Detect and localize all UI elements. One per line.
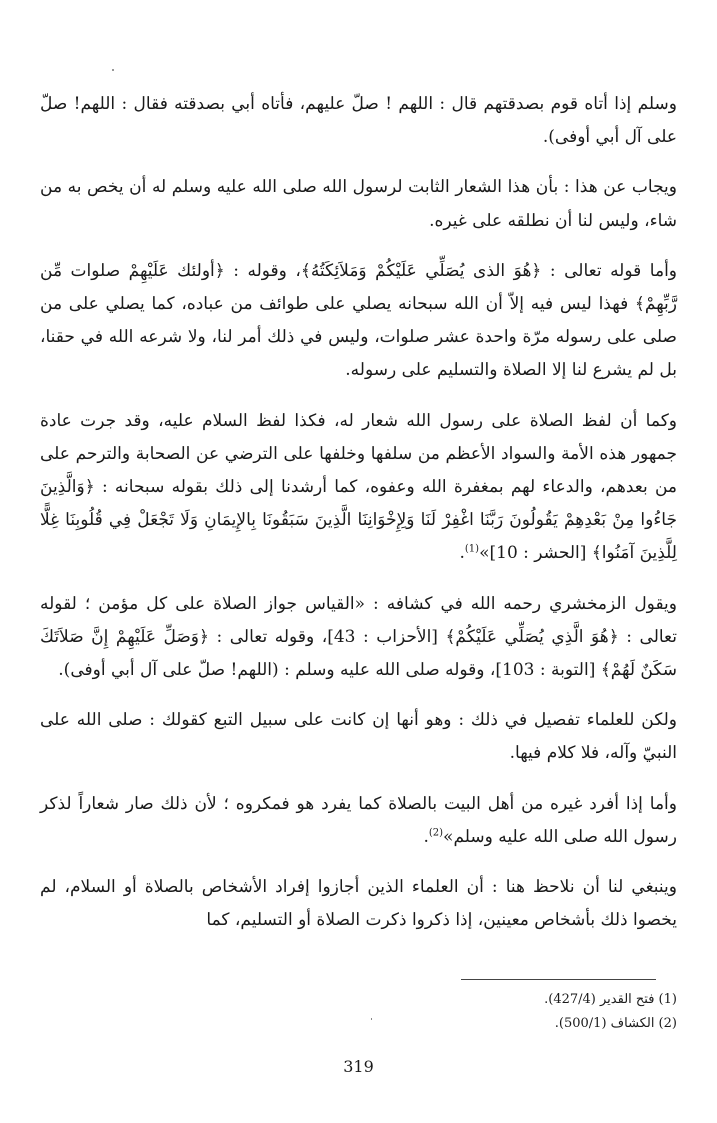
paragraph-8 xyxy=(40,871,677,937)
footnote-2: (2) الكشاف (500/1). xyxy=(554,1016,677,1031)
paragraph-4: وكما أن لفظ الصلاة على رسول الله شعار له، فكذا لفظ السلام عليه، وقد جرت عادة جمهور هذه الأمة والسواد الأعظم من سلفها وخلفها على الترضي عن الصحابة والترحم على من بعدهم، والدعاء لهم بمغفرة الله وعفوه، كما أرشدنا إلى ذلك بقوله سبحانه : ﴿وَالَّذِينَ جَاءُوا مِنْ بَعْدِهِمْ يَقُولُونَ رَبَّنَا اغْفِرْ لَنَا وَلِإِخْوَانِنَا الَّذِينَ سَبَقُونَا بِالإِيمَانِ وَلَا تَجْعَلْ فِي قُلُوبِنَا غِلًّا لِلَّذِينَ آمَنُوا﴾ [الحشر : 10]»$^{(1)}$. xyxy=(40,410,677,564)
footnotes xyxy=(40,988,677,1036)
body-text xyxy=(40,88,677,954)
footnote-ref-1[interactable]: (1) xyxy=(464,543,480,555)
paragraph-5-text: ويقول الزمخشري رحمه الله في كشافه : «القياس جواز الصلاة على كل مؤمن ؛ لقوله تعالى : ﴿هُوَ الَّذِي يُصَلِّي عَلَيْكُمْ﴾ [الأحزاب : 43]، وقوله تعالى : ﴿وَصَلِّ عَلَيْهِمْ إِنَّ صَلاَتَكَ سَكَنٌ لَهُمْ﴾ [التوبة : 103]، وقوله صلى الله عليه وسلم : (اللهم! صلّ على آل أبي أوفى). xyxy=(40,593,677,681)
paragraph-7: وأما إذا أفرد غيره من أهل البيت بالصلاة كما يفرد هو فمكروه ؛ لأن ذلك صار شعاراً لذكر رسول الله صلى الله عليه وسلم»$^{(2)}$. xyxy=(40,793,677,847)
paragraph-6-text: ولكن للعلماء تفصيل في ذلك : وهو أنها إن كانت على سبيل التبع كقولك : صلى الله على النبيّ وآله، فلا كلام فيها. xyxy=(40,710,677,764)
paragraph-3 xyxy=(40,255,677,388)
footnote-1: (1) فتح القدير (427/4). xyxy=(544,992,677,1007)
paragraph-6 xyxy=(40,704,677,770)
paragraph-7-text: وأما إذا أفرد غيره من أهل البيت بالصلاة كما يفرد هو فمكروه ؛ لأن ذلك صار شعاراً لذكر رسول الله صلى الله عليه وسلم» xyxy=(40,793,677,847)
paragraph-3-text: وأما قوله تعالى : ﴿هُوَ الذى يُصَلِّي عَلَيْكُمْ وَمَلاَئِكَتُهُ﴾، وقوله : ﴿أولئك عَلَيْهِمْ صلوات مِّن رَّبِّهِمْ﴾ فهذا ليس فيه إلاّ أن الله سبحانه يصلي على طوائف من عباده، كما يصلي على من صلى على رسوله مرّة واحدة عشر صلوات، وليس في ذلك أمر لنا، ولا شرعه الله في حقنا، بل لم يشرع لنا إلا الصلاة والتسليم على رسوله. xyxy=(40,260,677,381)
footnote-separator xyxy=(461,979,656,980)
page-number: 319 xyxy=(343,1057,374,1076)
footnote-ref-2[interactable]: (2) xyxy=(428,827,444,839)
paragraph-5 xyxy=(40,588,677,688)
paragraph-8-text: وينبغي لنا أن نلاحظ هنا : أن العلماء الذين أجازوا إفراد الأشخاص بالصلاة أو السلام، لم يخصوا ذلك بأشخاص معينين، إذا ذكروا ذكرت الصلاة أو التسليم، كما xyxy=(40,877,677,931)
paragraph-2 xyxy=(40,171,677,237)
paragraph-4-text: وكما أن لفظ الصلاة على رسول الله شعار له، فكذا لفظ السلام عليه، وقد جرت عادة جمهور هذه الأمة والسواد الأعظم من سلفها وخلفها على الترضي عن الصحابة والترحم على من بعدهم، والدعاء لهم بمغفرة الله وعفوه، كما أرشدنا إلى ذلك بقوله سبحانه : ﴿وَالَّذِينَ جَاءُوا مِنْ بَعْدِهِمْ يَقُولُونَ رَبَّنَا اغْفِرْ لَنَا وَلِإِخْوَانِنَا الَّذِينَ سَبَقُونَا بِالإِيمَانِ وَلَا تَجْعَلْ فِي قُلُوبِنَا غِلًّا لِلَّذِينَ آمَنُوا﴾ [الحشر : 10]» xyxy=(40,410,677,564)
paragraph-2-text: ويجاب عن هذا : بأن هذا الشعار الثابت لرسول الله صلى الله عليه وسلم له أن يخص به من شاء، وليس لنا أن نطلقه على غيره. xyxy=(40,177,677,231)
paragraph-1 xyxy=(40,88,677,154)
scan-speck xyxy=(112,69,114,71)
paragraph-1-text: وسلم إذا أتاه قوم بصدقتهم قال : اللهم ! صلّ عليهم، فأتاه أبي بصدقته فقال : اللهم! صلّ على آل أبي أوفى). xyxy=(40,94,677,148)
scan-speck xyxy=(371,1018,372,1020)
